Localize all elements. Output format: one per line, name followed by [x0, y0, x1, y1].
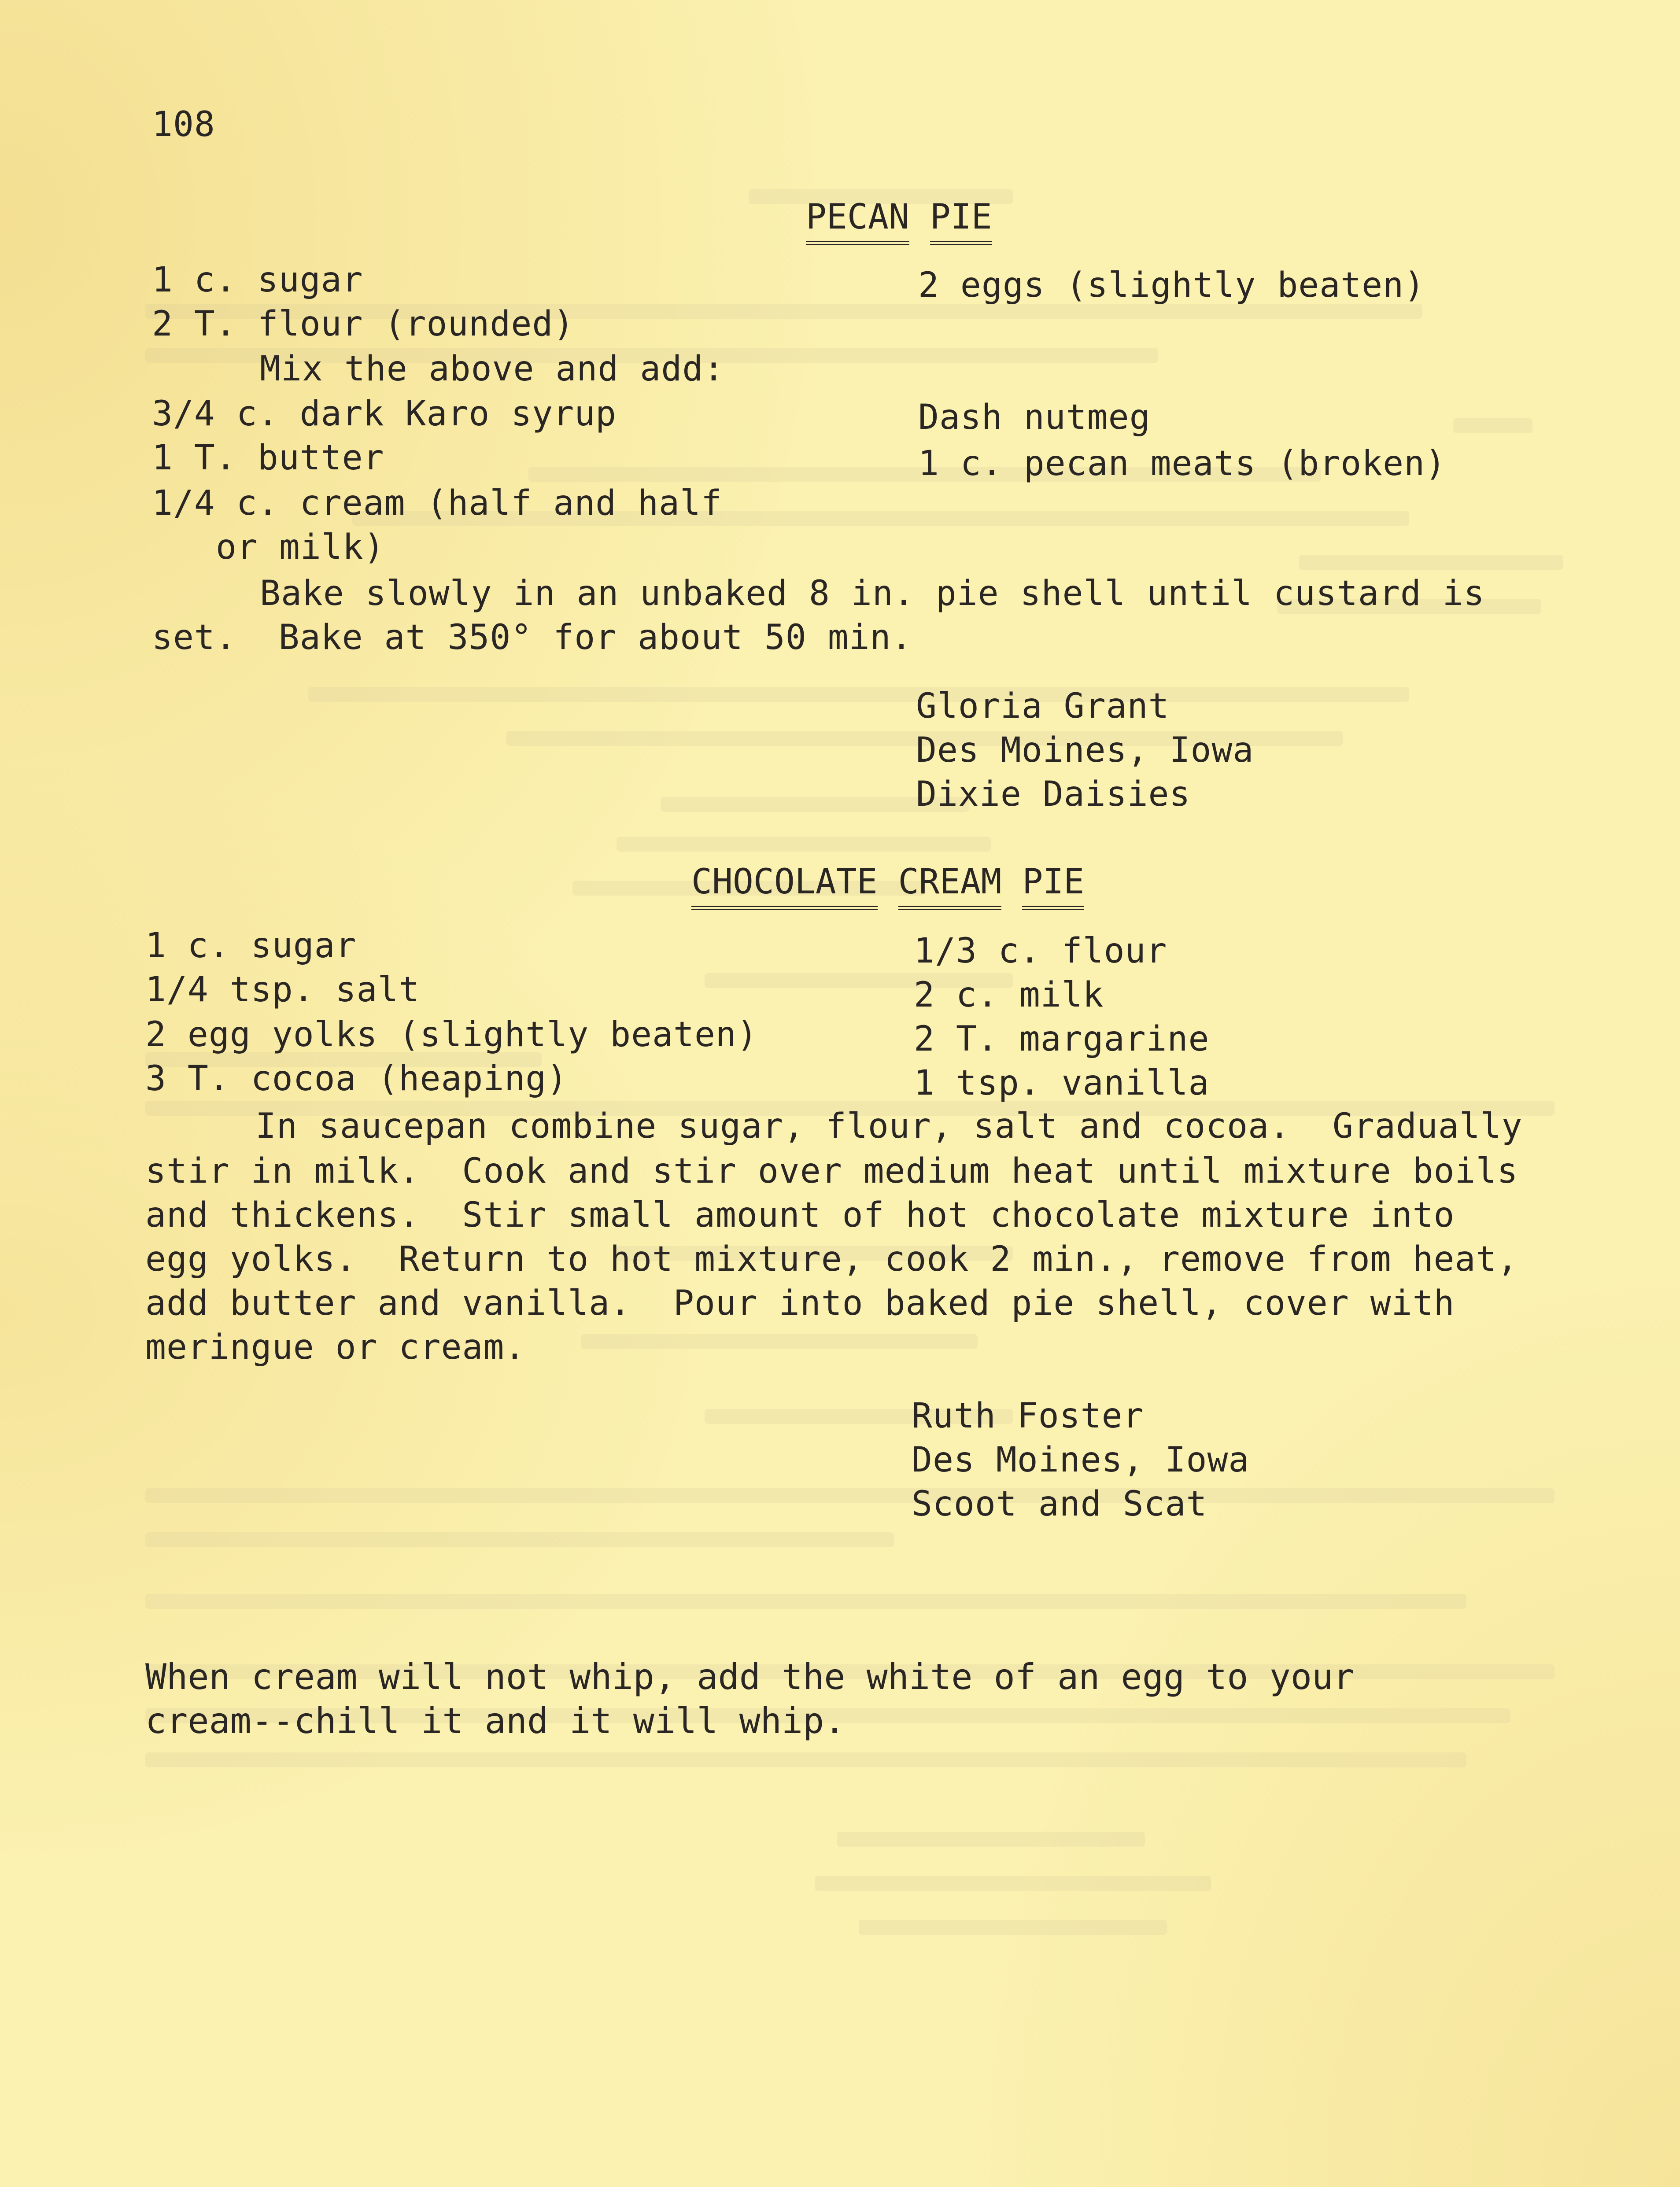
title-word: CREAM: [898, 861, 1002, 910]
directions-line: add butter and vanilla. Pour into baked pie shell, cover with: [145, 1283, 1455, 1323]
ingredient-line: 3 T. cocoa (heaping): [145, 1059, 568, 1099]
ingredient-line: 2 T. margarine: [914, 1019, 1210, 1059]
instruction-line: Mix the above and add:: [260, 349, 725, 389]
contributor-city: Des Moines, Iowa: [912, 1440, 1250, 1480]
directions-line: Bake slowly in an unbaked 8 in. pie shell until custard is: [260, 574, 1485, 613]
ingredient-line: 3/4 c. dark Karo syrup: [152, 394, 617, 434]
contributor-club: Dixie Daisies: [916, 774, 1191, 814]
contributor-city: Des Moines, Iowa: [916, 730, 1254, 770]
ingredient-line: 2 T. flour (rounded): [152, 304, 575, 344]
ingredient-line: 1 c. pecan meats (broken): [918, 444, 1446, 483]
title-word: PIE: [1022, 861, 1084, 910]
ingredient-line: 1 c. sugar: [152, 260, 363, 300]
ingredient-line: 1/4 c. cream (half and half: [152, 483, 722, 523]
title-word: PECAN: [806, 196, 909, 245]
kitchen-tip-line: When cream will not whip, add the white of an egg to your: [145, 1656, 1355, 1697]
ingredient-line: 2 eggs (slightly beaten): [918, 266, 1425, 305]
directions-line: stir in milk. Cook and stir over medium heat until mixture boils: [145, 1151, 1518, 1191]
ingredient-line: 1 c. sugar: [145, 926, 357, 966]
directions-line: set. Bake at 350° for about 50 min.: [152, 618, 912, 657]
recipe-title-pecan-pie: [806, 196, 992, 245]
ingredient-line: or milk): [216, 527, 385, 567]
contributor-name: Gloria Grant: [916, 686, 1170, 726]
recipe-title-chocolate-cream-pie: [691, 861, 1084, 910]
directions-line: and thickens. Stir small amount of hot chocolate mixture into: [145, 1195, 1455, 1235]
kitchen-tip-line: cream--chill it and it will whip.: [145, 1700, 846, 1741]
ingredient-line: 1/3 c. flour: [914, 931, 1167, 971]
title-word: PIE: [930, 196, 992, 245]
title-word: CHOCOLATE: [691, 861, 878, 910]
ingredient-line: 1 tsp. vanilla: [914, 1063, 1210, 1103]
directions-line: meringue or cream.: [145, 1328, 526, 1367]
ingredient-line: 1/4 tsp. salt: [145, 970, 420, 1010]
ingredient-line: Dash nutmeg: [918, 398, 1151, 437]
directions-line: egg yolks. Return to hot mixture, cook 2 min., remove from heat,: [145, 1239, 1518, 1279]
directions-line: In saucepan combine sugar, flour, salt and cocoa. Gradually: [255, 1106, 1523, 1146]
page-number: 108: [152, 105, 215, 144]
ingredient-line: 2 c. milk: [914, 975, 1104, 1015]
ingredient-line: 1 T. butter: [152, 438, 384, 478]
ingredient-line: 2 egg yolks (slightly beaten): [145, 1015, 758, 1055]
contributor-club: Scoot and Scat: [912, 1484, 1207, 1524]
contributor-name: Ruth Foster: [912, 1396, 1144, 1436]
